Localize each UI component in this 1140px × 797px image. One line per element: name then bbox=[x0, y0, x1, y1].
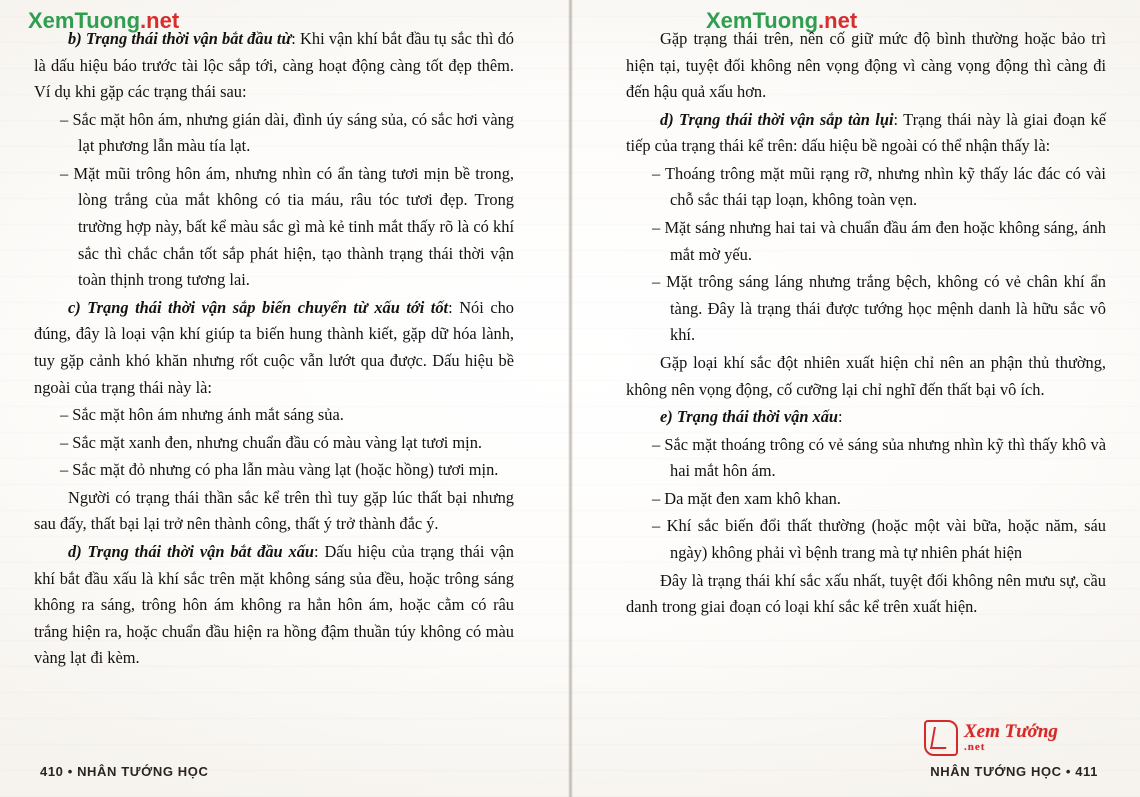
paragraph bbox=[626, 404, 1106, 431]
bullet-item: – Mặt sáng nhưng hai tai và chuẩn đầu ám đen hoặc không sáng, ánh mắt mờ yếu. bbox=[652, 218, 1106, 264]
stamp-line2: .net bbox=[964, 741, 986, 754]
paragraph bbox=[34, 295, 514, 401]
bullet-item: – Thoáng trông mặt mũi rạng rỡ, nhưng nhìn kỹ thấy lác đác có vài chỗ sắc thái tạp loạn, không toàn vẹn. bbox=[652, 163, 1106, 210]
paragraph-text: : Dấu hiệu của trạng thái vận khí bắt đầu xấu là khí sắc trên mặt không sáng sủa đều, hoặc trông sáng không ra sáng, trông hôn ám không ra hẳn hôn ám, hoặc cằm có râu trắng hiện ra, hoặc chuẩn đầu hiện ra hồng đậm thuần túy không có màu vàng lạt đi kèm. bbox=[34, 541, 515, 668]
watermark-tuong: Tuong bbox=[74, 8, 141, 33]
paragraph bbox=[626, 107, 1106, 160]
paragraph-label: c) Trạng thái thời vận sắp biến chuyển từ xấu tới tốt bbox=[68, 297, 449, 317]
bullet-item: – Sắc mặt đỏ nhưng có pha lẫn màu vàng lạt (hoặc hồng) tươi mịn. bbox=[60, 460, 499, 480]
stamp-text bbox=[964, 722, 1058, 753]
left-page-text-column bbox=[34, 26, 514, 673]
left-page-footer: 410 • NHÂN TƯỚNG HỌC bbox=[40, 764, 209, 779]
paragraph bbox=[34, 26, 514, 106]
bullet-item: – Sắc mặt hôn ám nhưng ánh mắt sáng sủa. bbox=[60, 405, 344, 425]
bullet-item: – Sắc mặt thoáng trông có vẻ sáng sủa nhưng nhìn kỹ thì thấy khô và hai mắt hôn ám. bbox=[652, 434, 1106, 481]
watermark-tuong: Tuong bbox=[752, 8, 819, 33]
paragraph-label: d) Trạng thái thời vận sắp tàn lụi bbox=[660, 109, 894, 129]
paragraph-text: : Trạng thái này là giai đoạn kế tiếp của trạng thái kể trên: dấu hiệu bề ngoài có thể nhận thấy là: bbox=[626, 109, 1106, 156]
bullet-item: – Mặt mũi trông hôn ám, nhưng nhìn có ẩn tàng tươi mịn bề trong, lòng trắng của mắt không có tia máu, râu tóc tươi đẹp. Trong trường hợp này, bất kể màu sắc gì mà kẻ tinh mắt thấy rõ là có khí sắc thì chắc chắn tốt sắp phát hiện, tạo thành trạng thái thời vận toàn thịnh trong tương lai. bbox=[60, 163, 514, 290]
bullet-item: – Mặt trông sáng láng nhưng trắng bệch, không có vẻ chân khí ẩn tàng. Đây là trạng thái được tướng học mệnh danh là hữu sắc vô khí. bbox=[652, 272, 1106, 345]
bullet-item: – Da mặt đen xam khô khan. bbox=[652, 488, 841, 508]
paragraph-label: b) Trạng thái thời vận bắt đầu từ bbox=[68, 29, 292, 48]
right-page-footer: NHÂN TƯỚNG HỌC • 411 bbox=[930, 764, 1098, 779]
watermark-xem: Xem bbox=[706, 8, 753, 33]
book-gutter bbox=[568, 0, 573, 797]
paragraph-text: Gặp loại khí sắc đột nhiên xuất hiện chỉ nên an phận thủ thường, không nên vọng động, cố cưỡng lại chỉ nghĩ đến thất bại vô ích. bbox=[626, 352, 1106, 399]
paragraph-text: Gặp trạng thái trên, nên cố giữ mức độ bình thường hoặc bảo trì hiện tại, tuyệt đối không nên vọng động vì càng vọng động thì càng đi đến hậu quả xấu hơn. bbox=[626, 29, 1106, 102]
stamp-logo-icon bbox=[924, 720, 958, 756]
watermark-net: .net bbox=[818, 8, 858, 33]
watermark-net: .net bbox=[140, 8, 180, 33]
right-page-text-column bbox=[626, 26, 1106, 622]
paragraph-label: d) Trạng thái thời vận bắt đầu xấu bbox=[68, 541, 315, 561]
paragraph-label: e) Trạng thái thời vận xấu bbox=[660, 407, 839, 427]
paragraph bbox=[626, 350, 1106, 403]
bullet-item: – Khí sắc biến đổi thất thường (hoặc một vài bữa, hoặc năm, sáu ngày) không phải vì bệnh trang mà tự nhiên phát hiện bbox=[652, 516, 1106, 562]
paragraph bbox=[626, 568, 1106, 621]
paragraph bbox=[626, 26, 1106, 106]
watermark-xem: Xem bbox=[28, 8, 75, 33]
bullet-item: – Sắc mặt hôn ám, nhưng gián dài, đình úy sáng sủa, có sắc hơi vàng lạt phương lẫn màu tía lạt. bbox=[60, 109, 514, 156]
site-stamp bbox=[924, 717, 1102, 759]
paragraph-text: : Khi vận khí bắt đầu tụ sắc thì đó là dấu hiệu báo trước tài lộc sắp tới, càng hoạt động càng tốt đẹp thêm. Ví dụ khi gặp các trạng thái sau: bbox=[34, 29, 514, 102]
paragraph-text: : Nói cho đúng, đây là loại vận khí giúp ta biến hung thành kiết, gặp dữ hóa lành, tuy gặp cảnh khó khăn nhưng rốt cuộc vẫn lướt qua được. Dấu hiệu bề ngoài của trạng thái này là: bbox=[34, 297, 514, 397]
paragraph-text: : bbox=[838, 407, 843, 427]
paragraph-text: Đây là trạng thái khí sắc xấu nhất, tuyệt đối không nên mưu sự, cầu danh trong giai đoạn có loại khí sắc kể trên xuất hiện. bbox=[626, 570, 1106, 617]
paragraph-text: Người có trạng thái thần sắc kể trên thì tuy gặp lúc thất bại nhưng sau đấy, thất bại lại trở nên thành công, thất ý trở thành đắc ý. bbox=[34, 487, 514, 534]
paragraph bbox=[34, 485, 514, 538]
paragraph bbox=[34, 539, 514, 672]
bullet-item: – Sắc mặt xanh đen, nhưng chuẩn đầu có màu vàng lạt tươi mịn. bbox=[60, 432, 482, 452]
stamp-line1: Xem Tướng bbox=[964, 721, 1058, 743]
